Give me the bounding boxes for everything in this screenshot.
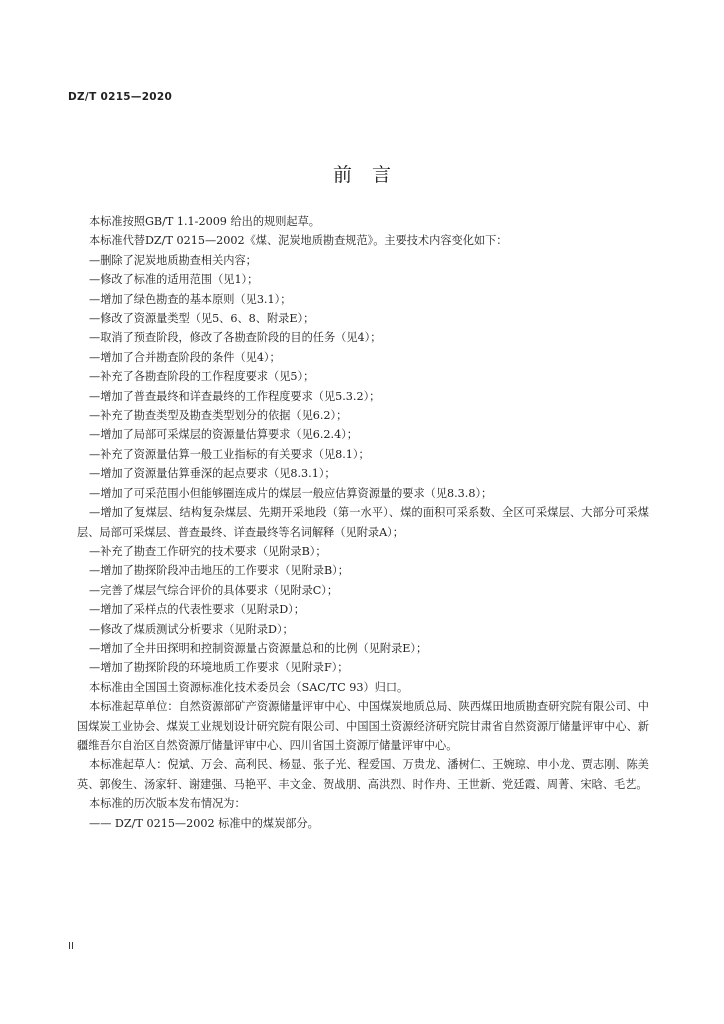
page-title: 前言 [332,164,411,186]
change-list-item: —增加了绿色勘查的基本原则（见3.1）； [89,292,292,306]
change-list-item: —增加了资源量估算垂深的起点要求（见8.3.1）； [89,467,336,481]
change-list-item: —补充了勘查工作研究的技术要求（见附录B）； [89,544,327,558]
foreword-paragraph: 本标准的历次版本发布情况为： [89,797,246,811]
change-list-item: —补充了勘查类型及勘查类型划分的依据（见6.2）； [89,409,348,423]
change-list-item: —增加了采样点的代表性要求（见附录D）； [89,603,305,617]
change-list-item: —修改了资源量类型（见5、6、8、附录E）； [89,312,315,326]
change-list-item: —增加了全井田探明和控制资源量占资源量总和的比例（见附录E）； [89,641,428,655]
standard-code-header: DZ/T 0215—2020 [68,91,173,103]
change-list-item: —增加了普查最终和详查最终的工作程度要求（见5.3.2）； [89,389,381,403]
page-number: II [68,941,74,952]
change-list-item: —补充了资源量估算一般工业指标的有关要求（见8.1）； [89,447,370,461]
foreword-paragraph: 本标准按照GB/T 1.1-2009 给出的规则起草。 [89,215,320,228]
change-list-item: —增加了合并勘查阶段的条件（见4）； [89,350,281,364]
change-list-item: —删除了泥炭地质勘查相关内容； [89,253,257,267]
foreword-paragraph: 本标准代替DZ/T 0215—2002《煤、泥炭地质勘查规范》。主要技术内容变化如下： [89,234,508,248]
change-list-item: —完善了煤层气综合评价的具体要求（见附录C）； [89,583,339,597]
change-list-item: —增加了复煤层、结构复杂煤层、先期开采地段（第一水平）、煤的面积可采系数、全区可采煤层、大部分可采煤层、局部可采煤层、普查最终、详查最终等名词解释（见附录A）； [77,506,649,539]
change-list-item: —增加了可采范围小但能够圈连成片的煤层一般应估算资源量的要求（见8.3.8）； [89,486,493,500]
foreword-body [77,212,649,833]
change-list-item: —— DZ/T 0215—2002 标准中的煤炭部分。 [89,816,319,830]
foreword-paragraph: 本标准起草单位：自然资源部矿产资源储量评审中心、中国煤炭地质总局、陕西煤田地质勘查研究院有限公司、中国煤炭工业协会、煤炭工业规划设计研究院有限公司、中国国土资源经济研究院甘肃省自然资源厅储量评审中心、新疆维吾尔自治区自然资源厅储量评审中心、四川省国土资源厅储量评审中心。 [77,700,649,752]
change-list-item: —增加了勘探阶段的环境地质工作要求（见附录F）； [89,661,349,675]
change-list-item: —补充了各勘查阶段的工作程度要求（见5）； [89,370,315,384]
change-list-item: —修改了煤质测试分析要求（见附录D）； [89,622,294,636]
foreword-paragraph: 本标准起草人：倪斌、万会、高利民、杨显、张子光、程爱国、万贵龙、潘树仁、王婉琼、申小龙、贾志刚、陈美英、郭俊生、汤家轩、谢建强、马艳平、丰文金、贺战朋、高洪烈、时作舟、王世新、党廷霞、周菁、宋晗、毛艺。 [77,758,649,791]
change-list-item: —修改了标准的适用范围（见1）； [89,273,259,287]
change-list-item: —增加了局部可采煤层的资源量估算要求（见6.2.4）； [89,428,358,442]
change-list-item: —取消了预查阶段，修改了各勘查阶段的目的任务（见4）； [89,331,382,345]
change-list-item: —增加了勘探阶段冲击地压的工作要求（见附录B）； [89,564,349,578]
foreword-paragraph: 本标准由全国国土资源标准化技术委员会（SAC/TC 93）归口。 [89,680,409,694]
